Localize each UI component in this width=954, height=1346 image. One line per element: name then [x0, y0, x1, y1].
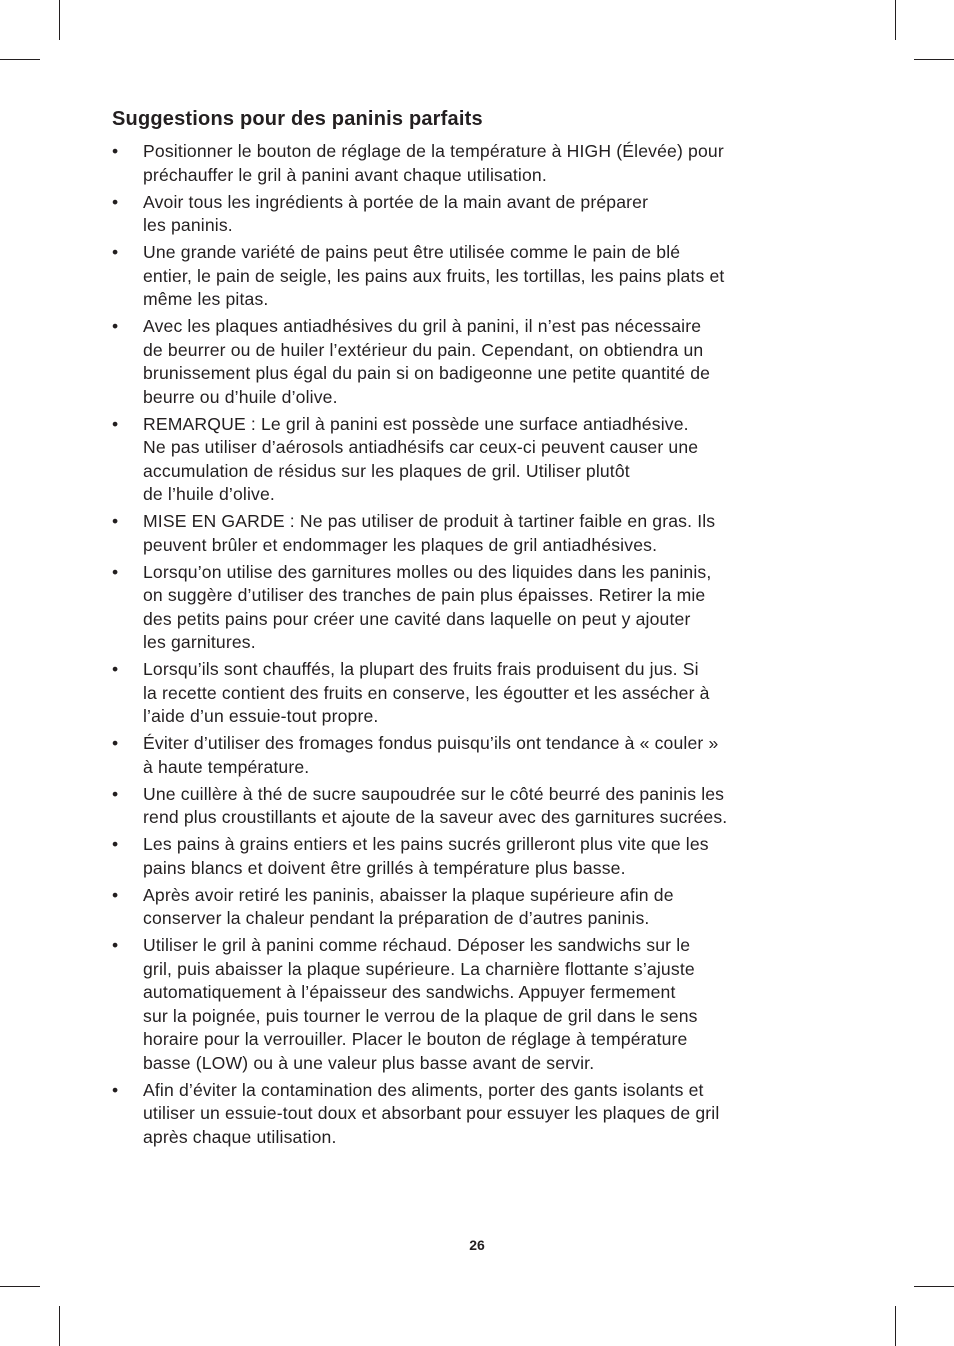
list-item-line: gril, puis abaisser la plaque supérieure. La charnière flottante s’ajuste: [143, 958, 695, 979]
list-item-line: Éviter d’utiliser des fromages fondus puisqu’ils ont tendance à « couler »: [143, 733, 719, 753]
list-item-line: Lorsqu’on utilise des garnitures molles ou des liquides dans les paninis,: [143, 561, 712, 582]
list-item: [112, 783, 847, 830]
bullet-icon: •: [112, 242, 119, 262]
bullet-icon: •: [112, 884, 119, 905]
crop-mark-top-right-vertical: [895, 0, 896, 40]
bullet-icon: •: [112, 783, 119, 804]
crop-mark-bottom-left-vertical: [59, 1306, 60, 1346]
crop-mark-top-right-horizontal: [914, 59, 954, 60]
list-item-line: à haute température.: [143, 756, 310, 777]
list-item: [112, 561, 847, 655]
list-item-line: on suggère d’utiliser des tranches de pain plus épaisses. Retirer la mie: [143, 585, 706, 605]
list-item-line: pains blancs et doivent être grillés à température plus basse.: [143, 857, 626, 878]
list-item-line: les paninis.: [143, 215, 233, 235]
section-title: Suggestions pour des paninis parfaits: [112, 108, 483, 130]
list-item-line: peuvent brûler et endommager les plaques de gril antiadhésives.: [143, 534, 658, 555]
list-item: [112, 510, 847, 557]
list-item-line: les garnitures.: [143, 632, 256, 652]
list-item: [112, 1079, 847, 1150]
list-item-line: après chaque utilisation.: [143, 1126, 337, 1147]
list-item-line: MISE EN GARDE : Ne pas utiliser de produit à tartiner faible en gras. Ils: [143, 511, 716, 531]
bullet-icon: •: [112, 511, 119, 531]
list-item: [112, 934, 847, 1075]
list-item-line: automatiquement à l’épaisseur des sandwichs. Appuyer fermement: [143, 982, 676, 1002]
list-item-line: même les pitas.: [143, 289, 269, 309]
list-item: [112, 658, 847, 729]
list-item-line: entier, le pain de seigle, les pains aux fruits, les tortillas, les pains plats et: [143, 265, 725, 286]
list-item-line: de beurrer ou de huiler l’extérieur du pain. Cependant, on obtiendra un: [143, 339, 704, 360]
crop-mark-bottom-left-horizontal: [0, 1286, 40, 1287]
bullet-icon: •: [112, 659, 119, 679]
list-item: [112, 413, 847, 507]
list-item-line: sur la poignée, puis tourner le verrou de la plaque de gril dans le sens: [143, 1005, 698, 1026]
list-item-line: Ne pas utiliser d’aérosols antiadhésifs car ceux-ci peuvent causer une: [143, 437, 699, 457]
bullet-icon: •: [112, 935, 119, 955]
list-item-line: REMARQUE : Le gril à panini est possède une surface antiadhésive.: [143, 413, 689, 434]
list-item-line: préchauffer le gril à panini avant chaque utilisation.: [143, 164, 547, 185]
bullet-icon: •: [112, 733, 119, 753]
list-item-line: Après avoir retiré les paninis, abaisser la plaque supérieure afin de: [143, 884, 674, 905]
list-item-line: conserver la chaleur pendant la préparation de d’autres paninis.: [143, 908, 650, 928]
list-item-line: Utiliser le gril à panini comme réchaud. Déposer les sandwichs sur le: [143, 935, 691, 955]
bullet-icon: •: [112, 141, 119, 161]
list-item-line: la recette contient des fruits en conserve, les égoutter et les assécher à: [143, 682, 710, 703]
list-item: [112, 315, 847, 409]
list-item-line: brunissement plus égal du pain si on badigeonne une petite quantité de: [143, 363, 711, 383]
list-item: [112, 241, 847, 312]
list-item-line: Positionner le bouton de réglage de la température à HIGH (Élevée) pour: [143, 141, 724, 161]
list-item-line: Une grande variété de pains peut être utilisée comme le pain de blé: [143, 242, 681, 262]
crop-mark-top-left-horizontal: [0, 59, 40, 60]
list-item-line: Une cuillère à thé de sucre saupoudrée sur le côté beurré des paninis les: [143, 783, 725, 804]
bullet-icon: •: [112, 1079, 119, 1100]
list-item-line: horaire pour la verrouiller. Placer le bouton de réglage à température: [143, 1029, 688, 1049]
list-item-line: beurre ou d’huile d’olive.: [143, 386, 338, 407]
list-item-line: accumulation de résidus sur les plaques de gril. Utiliser plutôt: [143, 460, 630, 481]
list-item: [112, 884, 847, 931]
list-item: [112, 732, 847, 779]
bullet-icon: •: [112, 561, 119, 582]
list-item-line: Lorsqu’ils sont chauffés, la plupart des fruits frais produisent du jus. Si: [143, 659, 699, 679]
bullet-icon: •: [112, 413, 119, 434]
bullet-icon: •: [112, 191, 119, 212]
bullet-icon: •: [112, 316, 119, 336]
tips-list: [112, 140, 847, 1153]
list-item-line: basse (LOW) ou à une valeur plus basse avant de servir.: [143, 1052, 595, 1073]
list-item-line: Afin d’éviter la contamination des aliments, porter des gants isolants et: [143, 1079, 704, 1100]
list-item-line: des petits pains pour créer une cavité dans laquelle on peut y ajouter: [143, 608, 691, 629]
page-number: 26: [469, 1237, 485, 1253]
crop-mark-bottom-right-vertical: [895, 1306, 896, 1346]
list-item: [112, 191, 847, 238]
crop-mark-bottom-right-horizontal: [914, 1286, 954, 1287]
list-item: [112, 140, 847, 187]
list-item-line: Avec les plaques antiadhésives du gril à panini, il n’est pas nécessaire: [143, 316, 702, 336]
list-item-line: de l’huile d’olive.: [143, 484, 275, 504]
list-item-line: Avoir tous les ingrédients à portée de la main avant de préparer: [143, 191, 649, 212]
list-item-line: Les pains à grains entiers et les pains sucrés grilleront plus vite que les: [143, 834, 709, 854]
list-item-line: l’aide d’un essuie-tout propre.: [143, 706, 379, 726]
bullet-icon: •: [112, 834, 119, 854]
list-item-line: rend plus croustillants et ajoute de la saveur avec des garnitures sucrées.: [143, 807, 728, 827]
list-item-line: utiliser un essuie-tout doux et absorbant pour essuyer les plaques de gril: [143, 1103, 720, 1123]
list-item: [112, 833, 847, 880]
crop-mark-top-left-vertical: [59, 0, 60, 40]
